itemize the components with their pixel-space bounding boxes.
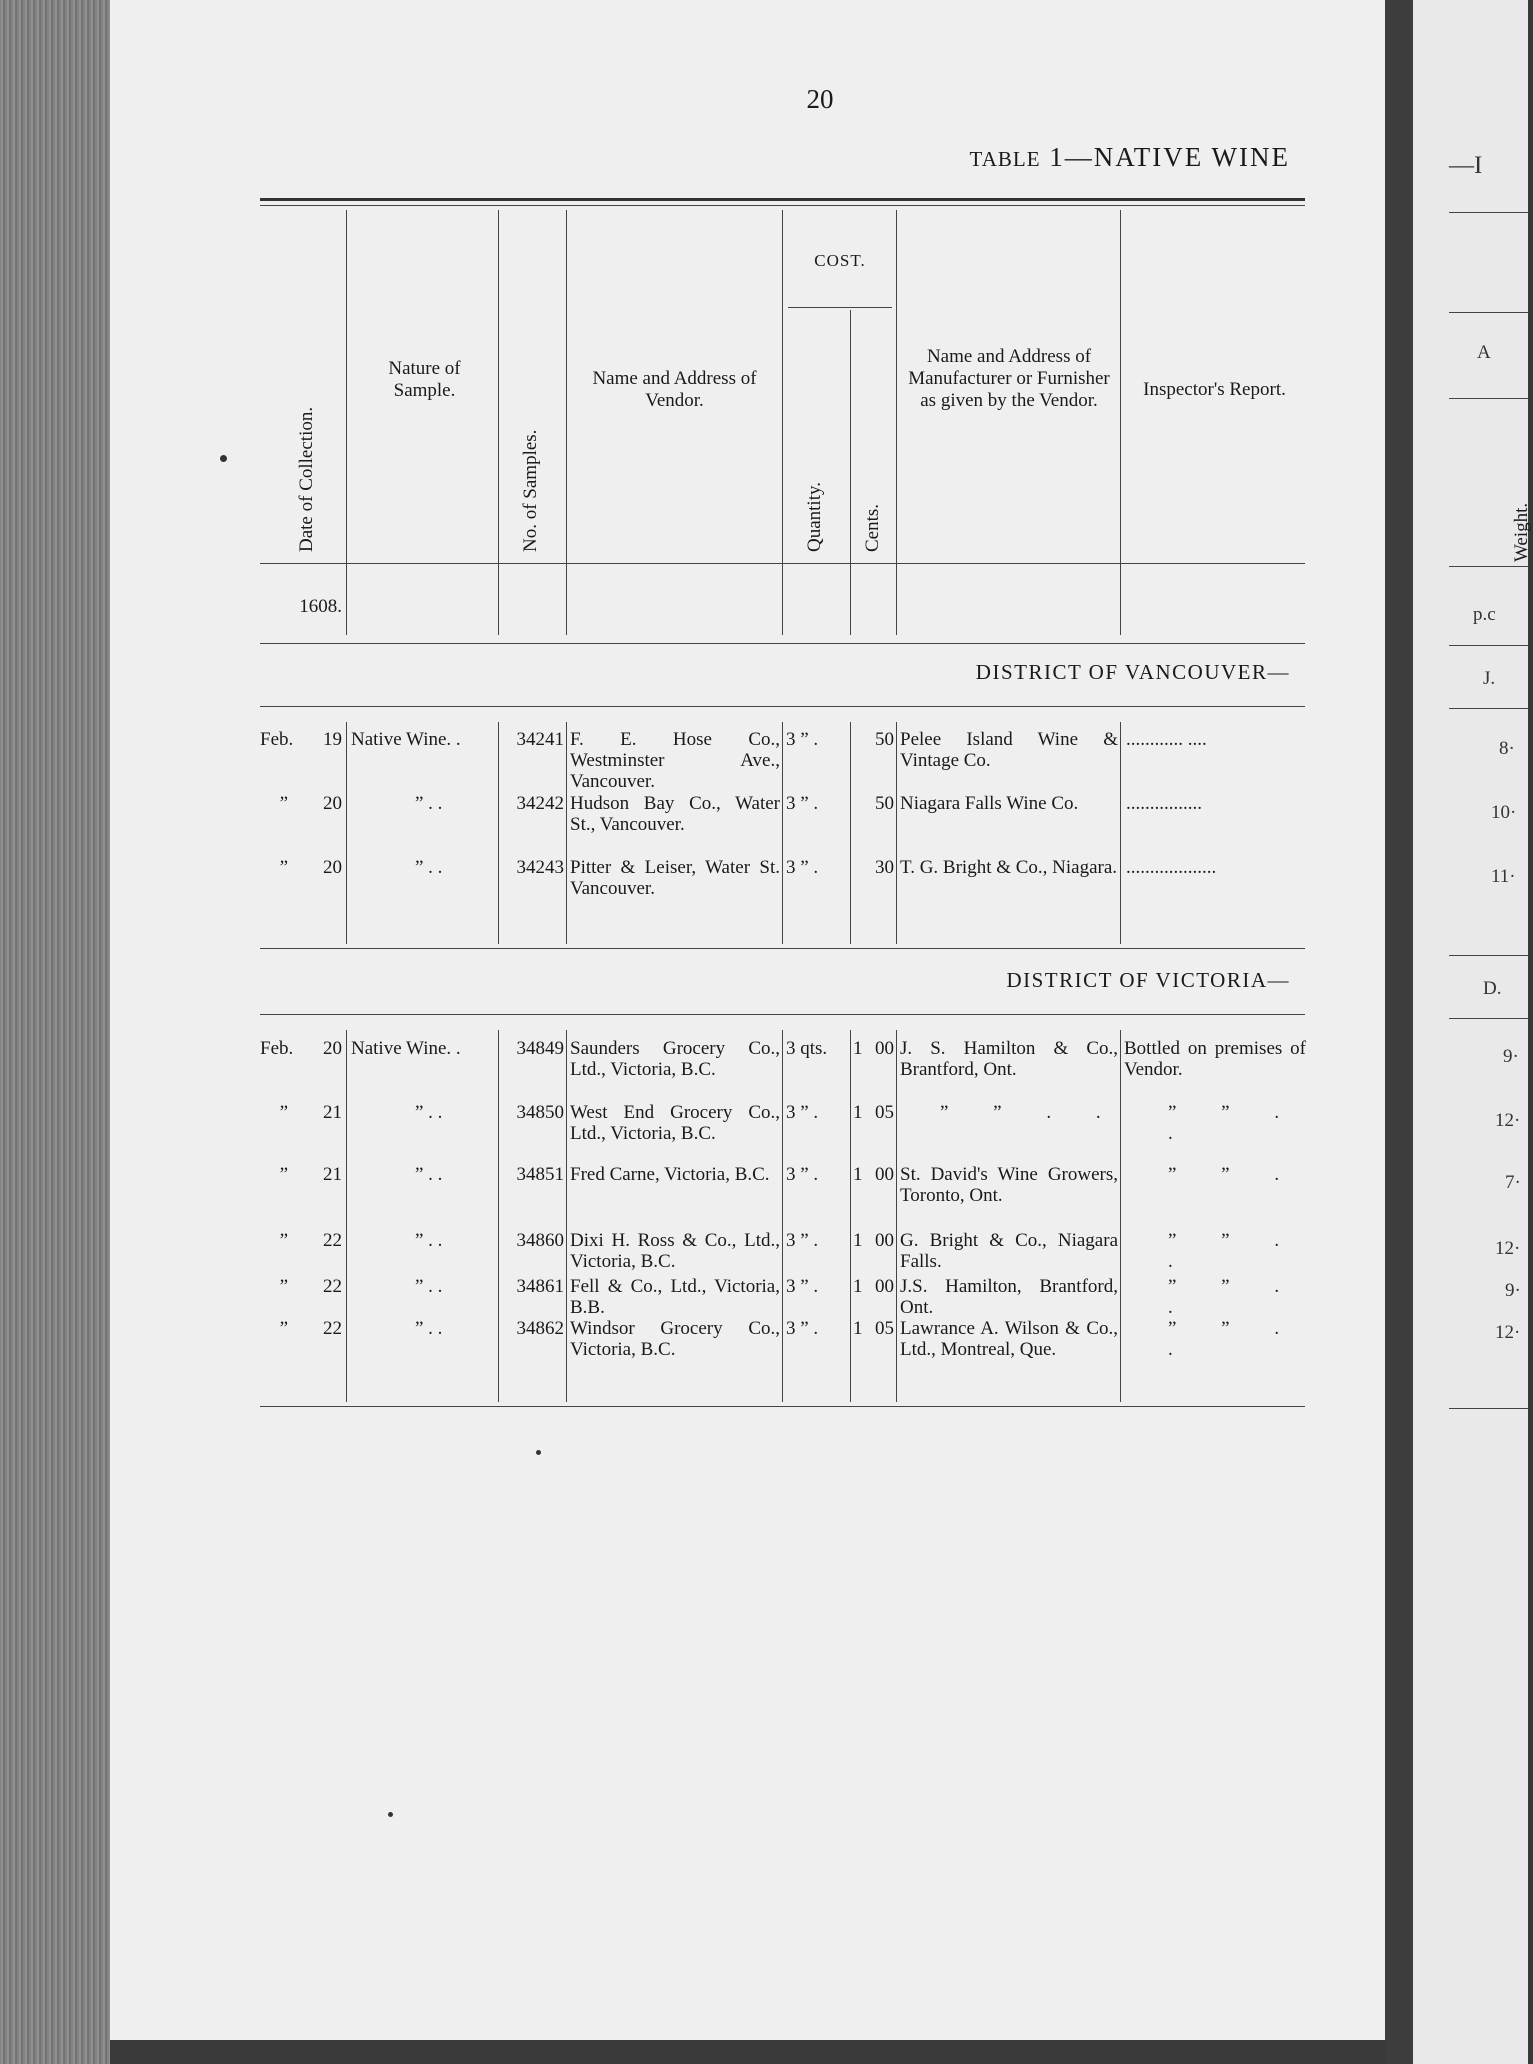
next-page-fragment: 9· [1505, 1280, 1521, 1301]
header-cents: Cents. [862, 503, 883, 552]
col-divider [850, 722, 851, 944]
cell-nature: ” . . [415, 1318, 443, 1339]
print-speck [220, 455, 227, 462]
cell-day: 21 [323, 1164, 342, 1185]
header-cost: COST. [814, 251, 866, 270]
col-divider [498, 210, 499, 635]
col-divider [498, 1030, 499, 1402]
cell-nature: Native Wine. . [351, 1038, 461, 1059]
header-inspectors-report: Inspector's Report. [1143, 379, 1286, 400]
print-speck [536, 1450, 541, 1455]
cell-manufacturer: J. S. Hamilton & Co., Brantford, Ont. [900, 1038, 1118, 1080]
cell-vendor: Dixi H. Ross & Co., Ltd., Victoria, B.C. [570, 1230, 780, 1272]
cell-month: ” [279, 1230, 288, 1251]
cell-day: 19 [323, 729, 342, 750]
next-page-rule [1449, 645, 1528, 646]
next-page-rule [1449, 1408, 1528, 1409]
year-label: 1608. [299, 596, 342, 617]
cell-cents: 50 [875, 793, 894, 814]
next-page-fragment: 12· [1495, 1110, 1521, 1131]
col-divider [566, 210, 567, 635]
col-divider [1120, 210, 1121, 635]
cell-month: ” [279, 793, 288, 814]
col-divider [896, 210, 897, 635]
cell-nature: ” . . [415, 1164, 443, 1185]
header-top-rule [260, 198, 1305, 201]
table-title [970, 142, 1290, 173]
cell-month: ” [279, 1276, 288, 1297]
next-page-rule [1449, 1018, 1528, 1019]
table-title-main: 1—NATIVE WINE [1049, 142, 1290, 172]
cell-nature: ” . . [415, 1276, 443, 1297]
cell-quantity: 3 ” . [786, 1318, 819, 1339]
cell-sample-no: 34861 [516, 1276, 564, 1297]
next-page-rule [1449, 312, 1528, 313]
cell-manufacturer: J.S. Hamilton, Brantford, Ont. [900, 1276, 1118, 1318]
col-divider [1120, 1030, 1121, 1402]
cell-sample-no: 34860 [516, 1230, 564, 1251]
col-divider [346, 210, 347, 635]
cell-report: ” ” . . [1168, 1318, 1280, 1360]
next-page-rule [1449, 955, 1528, 956]
cell-dollars: 1 [853, 1318, 863, 1339]
cell-day: 20 [323, 1038, 342, 1059]
cell-dollars: 1 [853, 1038, 863, 1059]
col-divider [782, 722, 783, 944]
cell-quantity: 3 ” . [786, 857, 819, 878]
cell-manufacturer: St. David's Wine Growers, Toronto, Ont. [900, 1164, 1118, 1206]
district-heading-vancouver: DISTRICT OF VANCOUVER— [975, 660, 1290, 684]
header-quantity: Quantity. [804, 481, 825, 552]
next-page-rule [1449, 708, 1528, 709]
next-page-fragment: 7· [1505, 1172, 1521, 1193]
adjacent-page-fragment [1413, 0, 1532, 2064]
cell-quantity: 3 qts. [786, 1038, 828, 1059]
col-divider [850, 1030, 851, 1402]
next-page-fragment: 10· [1491, 802, 1517, 823]
cell-cents: 50 [875, 729, 894, 750]
cell-cents: 30 [875, 857, 894, 878]
cell-day: 22 [323, 1276, 342, 1297]
cell-vendor: Fred Carne, Victoria, B.C. [570, 1164, 770, 1185]
cost-sub-rule [788, 307, 892, 308]
section-rule [260, 948, 1305, 949]
header-bottom-rule [260, 563, 1305, 564]
next-page-fragment: 11· [1491, 866, 1516, 887]
cell-report: ” ” . . [1168, 1102, 1280, 1144]
header-vendor: Name and Address of Vendor. [592, 368, 757, 411]
cell-report: ” ” . . [1168, 1230, 1280, 1272]
cell-month: ” [279, 857, 288, 878]
cell-cents: 00 [875, 1230, 894, 1251]
next-page-rule [1449, 566, 1528, 567]
district-heading-victoria: DISTRICT OF VICTORIA— [1006, 968, 1290, 992]
cell-manufacturer: Niagara Falls Wine Co. [900, 793, 1079, 814]
cell-manufacturer: Lawrance A. Wilson & Co., Ltd., Montreal, Que. [900, 1318, 1118, 1360]
col-divider [566, 722, 567, 944]
cell-vendor: Pitter & Leiser, Water St. Vancouver. [570, 857, 780, 899]
next-page-fragment: p.c [1473, 604, 1496, 625]
next-page-fragment: 12· [1495, 1238, 1521, 1259]
col-divider [896, 1030, 897, 1402]
cell-quantity: 3 ” . [786, 729, 819, 750]
col-divider [1120, 722, 1121, 944]
cell-sample-no: 34243 [516, 857, 564, 878]
cell-quantity: 3 ” . [786, 1230, 819, 1251]
next-page-fragment: A [1477, 342, 1491, 363]
next-page-fragment: 12· [1495, 1322, 1521, 1343]
header-date-of-collection: Date of Collection. [296, 406, 317, 552]
cell-cents: 00 [875, 1038, 894, 1059]
cell-nature: ” . . [415, 857, 443, 878]
cell-day: 20 [323, 793, 342, 814]
cell-sample-no: 34862 [516, 1318, 564, 1339]
col-divider [896, 722, 897, 944]
print-speck [388, 1812, 393, 1817]
table-title-prefix: TABLE [969, 147, 1041, 171]
section-rule [260, 643, 1305, 644]
col-divider [346, 722, 347, 944]
cell-month: ” [279, 1102, 288, 1123]
cell-day: 20 [323, 857, 342, 878]
book-gutter [1385, 0, 1413, 2064]
page-number: 20 [806, 84, 834, 114]
next-page-fragment: —I [1449, 152, 1483, 179]
cell-report: ” ” . . [1168, 1276, 1280, 1318]
section-rule [260, 706, 1305, 707]
col-divider [566, 1030, 567, 1402]
cell-manufacturer: Pelee Island Wine & Vintage Co. [900, 729, 1118, 771]
cell-day: 21 [323, 1102, 342, 1123]
cell-vendor: Hudson Bay Co., Water St., Vancouver. [570, 793, 780, 835]
cell-day: 22 [323, 1230, 342, 1251]
cell-nature: Native Wine. . [351, 729, 461, 750]
cell-dollars: 1 [853, 1230, 863, 1251]
cell-month: Feb. [260, 729, 294, 750]
cell-cents: 00 [875, 1276, 894, 1297]
cell-cents: 05 [875, 1102, 894, 1123]
next-page-fragment: J. [1483, 668, 1496, 689]
cell-sample-no: 34242 [516, 793, 564, 814]
cell-vendor: Saunders Grocery Co., Ltd., Victoria, B.C. [570, 1038, 780, 1080]
cell-vendor: Windsor Grocery Co., Victoria, B.C. [570, 1318, 780, 1360]
col-divider [346, 1030, 347, 1402]
cell-sample-no: 34849 [516, 1038, 564, 1059]
cell-nature: ” . . [415, 1102, 443, 1123]
cell-cents: 00 [875, 1164, 894, 1185]
cell-quantity: 3 ” . [786, 1102, 819, 1123]
cell-sample-no: 34850 [516, 1102, 564, 1123]
cell-cents: 05 [875, 1318, 894, 1339]
cell-quantity: 3 ” . [786, 1276, 819, 1297]
cell-report: ” ” . [1168, 1164, 1280, 1185]
col-divider [782, 1030, 783, 1402]
next-page-fragment: Weight. [1511, 502, 1532, 562]
col-divider [498, 722, 499, 944]
cell-vendor: West End Grocery Co., Ltd., Victoria, B.C. [570, 1102, 780, 1144]
cell-vendor: F. E. Hose Co., Westminster Ave., Vancouver. [570, 729, 780, 792]
section-rule [260, 1014, 1305, 1015]
col-divider [782, 210, 783, 635]
cell-sample-no: 34241 [516, 729, 564, 750]
cell-dollars: 1 [853, 1164, 863, 1185]
cell-quantity: 3 ” . [786, 1164, 819, 1185]
header-manufacturer: Name and Address of Manufacturer or Furnisher as given by the Vendor. [908, 346, 1110, 411]
cell-vendor: Fell & Co., Ltd., Victoria, B.B. [570, 1276, 780, 1318]
cell-report: ............ .... [1126, 729, 1207, 750]
cell-month: Feb. [260, 1038, 294, 1059]
col-divider [850, 310, 851, 635]
next-page-rule [1449, 398, 1528, 399]
header-no-of-samples: No. of Samples. [520, 429, 541, 552]
cell-report: ................... [1126, 857, 1217, 878]
next-page-rule [1449, 212, 1528, 213]
cell-report: ................ [1126, 793, 1202, 814]
cell-day: 22 [323, 1318, 342, 1339]
cell-month: ” [279, 1318, 288, 1339]
cell-manufacturer: G. Bright & Co., Niagara Falls. [900, 1230, 1118, 1272]
cell-manufacturer: T. G. Bright & Co., Niagara. [900, 857, 1118, 878]
next-page-fragment: 8· [1499, 738, 1515, 759]
table-bottom-rule [260, 1406, 1305, 1407]
book-page-edges [0, 0, 110, 2064]
cell-manufacturer: ” ” . . [940, 1102, 1101, 1123]
cell-sample-no: 34851 [516, 1164, 564, 1185]
cell-dollars: 1 [853, 1102, 863, 1123]
cell-dollars: 1 [853, 1276, 863, 1297]
cell-quantity: 3 ” . [786, 793, 819, 814]
cell-nature: ” . . [415, 1230, 443, 1251]
cell-nature: ” . . [415, 793, 443, 814]
header-top-rule-thin [260, 205, 1305, 206]
next-page-fragment: D. [1483, 978, 1502, 999]
header-nature-of-sample: Nature of Sample. [388, 358, 461, 401]
cell-month: ” [279, 1164, 288, 1185]
document-page [110, 0, 1390, 2040]
cell-report: Bottled on premises of Vendor. [1124, 1038, 1306, 1080]
next-page-fragment: 9· [1503, 1046, 1519, 1067]
